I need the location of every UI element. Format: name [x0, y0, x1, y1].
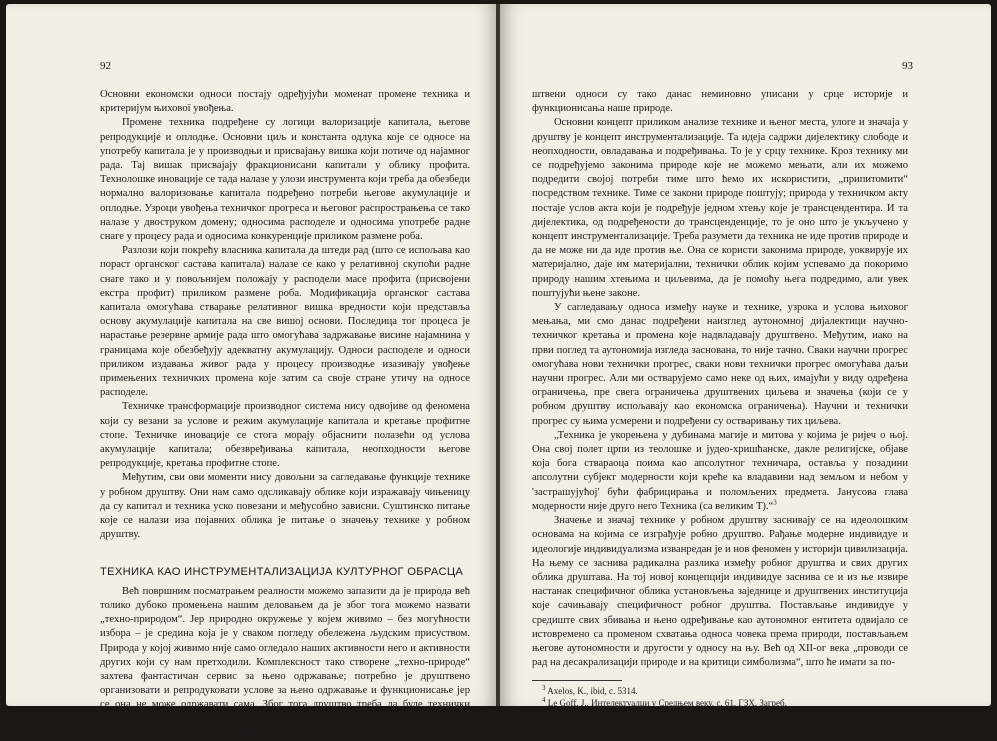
footnote-number: 4: [542, 696, 546, 705]
footnote: [532, 685, 908, 697]
left-page: [6, 4, 498, 739]
right-page-text: [532, 88, 908, 709]
page-number-left: 92: [100, 60, 111, 72]
quote-text: „Техника је укорењена у дубинама магије и митова у којима је ријеч о њој. Она свој полет црпи из теолошке и јудео-хришћанске, дакле религијске, објаве која бога ствараоца поима као апсолутног техничара, остављa у позадини апсолутни субјект модерности који креће ка владавини над земљом и небом у 'застрашујућој' бући фабрицирања и поломљених предмета. Јанусова глава модерности није друго него Техника (са великим Т).“: [532, 429, 908, 512]
footnote: [532, 697, 908, 709]
paragraph: Разлози који покрећу власника капитала да штеди рад (што се испољава као пораст органског састава капитала) налазе се како у релативној скупоћи радне снаге тако и у повољнијем положају у расподели масе профита (присвојени екстра профит) приликом размене роба. Модификација органског састава капитала омогућава стварање релативног вишка вредности који представља основу акумулације капитала на све вишој основи. Последица тог процеса је нарастање резервне армије рада што омогућава задржавање висине најамнина у границама које обезбеђују адекватну акумулацију. Односи расподеле и односи приликом издавања живог рада у процесу производње изазивају увођење примењених техничких промена које затим са своје стране утичу на односе расподеле.: [100, 245, 470, 399]
paragraph: Техничке трансформације производног система нису одвојиве од феномена који су везани за услове и режим акумулације капитала и кретање профитне стопе. Техничке иновације се стога морају објаснити полазећи од услова акумулације капитала; обезвређивања капитала, неопходности његове репродукције, кретања профитне стопе.: [100, 401, 470, 470]
paragraph: Већ површним посматрањем реалности можемо запазити да је природа већ толико дубоко промењена нашим деловањем да је због тога можемо назвати „техно-природом“. Јер природно окружење у којем живимо – без могућности избора – је средина која је у сваком погледу обележена људским присуством. Природа у којој живимо није само огледало наших активности него и активности других који су нам претходили. Комплексност тако створене „техно-природе“ захтева фантастичан сервис за њено одржавање; потребно је друштвено организовати и репродуковати услове за њено одржавање и функционисање јер се она не може одржавати сама. Због тога друштво треба да буде технички структурирано да би непрекидно одржавало функционисање природе која је технички структурирана. Друштво и дру-: [100, 585, 470, 739]
book-spread: [6, 4, 991, 739]
paragraph: Промене техника подређене су логици валоризације капитала, његове репродукције и оплодње. Основни циљ и константа одлука које се односе на употребу капитала је у производњи и присвајању вишка који потиче од најамног рада. Тај вишак присвајају фракционисани капитали у облику профита. Технолошке иновације се тада налазе у улози инструмента који треба да обезбеди нормално валоризовање капитала подређено потреби његове акумулације и оплодње. Узроци увођења техничког прогреса и његовог распрострањења се тако налазе у двоструком домену; односима расподеле и односима употребе радне снаге у процесу рада и односима конкуренције приликом размене роба.: [100, 117, 470, 243]
paragraph: Међутим, сви ови моменти нису довољни за сагледавање функције технике у робном друштву. Они нам само одсликавају облике који изражавају чињеницу да су капитал и техника уско повезани и међусобно зависни. Суштинско питање које се налази иза појавних облика је питање о значењу технике у робном друштву.: [100, 472, 470, 541]
footnote-rule: [532, 680, 622, 681]
footnote-marker-3: 3: [773, 498, 777, 507]
paragraph: Значење и значај технике у робном друштву заснивају се на идеолошким основама на којима се изграђује робно друштво. Рађање модерне индивидуе и идеологије индивидуализма изванредан је и нов феномен у историји цивилизација. На њему се заснива радикална разлика између робног друштва и свих других облика друштава. На тој новој концепцији индивидуе заснива се и из ње извире настанак специфичног облика установљења заједнице и друштвених институција које сачињавају специфичност робног друштва. Постављање индивидуе у средиште свих збивања и њено одређивање као аутономног ентитета одвијало се истовремено са променом схватања односа човека према природи, постављањем његове аутономности и другости у односу на њу. Већ од XII-ог века „проводи се рад на десакрализацији природе и на критици симболизма“, што ће имати за по-: [532, 515, 908, 669]
paragraph: штвени односи су тако данас неминовно уписани у срце историје и функционисања наше природе.: [532, 89, 908, 115]
quote-paragraph: [532, 429, 908, 514]
paragraph: Основни концепт приликом анализе технике и њеног места, улоге и значаја у друштву је концепт инструментализације. Та идеја садржи дијелектику слободе и неопходности, овладавања и подређивања. То је у срцу технике. Кроз технику ми се подређујемо законима природе које не можемо мењати, али их можемо подредити својој потреби тиме што ћемо их искористити, „припитомити“ посредством технике. Тиме се закони природе поштују; природа у техничком акту постаје услов акта који је подређује једном хтењу које је трансцендентира. И та дијелектика, од подређености до трансценденције, то је оно што је укључено у концепт инструментализације. Треба разумети да техника не иде против природе и да не може ни да иде против ње. Она се користи законима природе, уоквирује их материјално, даје им материјални, технички облик којим успевамо да покоримо природу нашим хтењима и циљевима, да је помоћу њега подредимо, али увек поштујући њене законе.: [532, 117, 908, 299]
footnote-number: 3: [542, 684, 546, 693]
footnote-text: Le Goff, J., Интелектуалци у Средњем веку, с. 61, ГЗХ, Загреб.: [547, 698, 787, 709]
paragraph: У сагледавању односа између науке и технике, узрока и услова њиховог мењања, ми смо данас подређени наизглед аутономној дијалектици научно-техничког кретања и промена које надвладавају друштвено. Међутим, иако на први поглед та аутономија изгледа заснована, то није тачно. Сваки научни прогрес омогућава нови технички прогрес, сваки нови технички прогрес омогућава даљи научни прогрес. Али ми остварујемо само неке од њих, имајући у виду одређена ограничења, пре свега ограничења друштвених циљева и значења (који се у робном друштву испољавају као економска ограничења). Научни и технички прогрес су њима усмерени и подређени су остваривању тих циљева.: [532, 302, 908, 427]
page-number-right: 93: [902, 60, 913, 72]
left-page-text: [100, 88, 470, 741]
paragraph: Основни економски односи постају одређујући моменат промене техника и критеријум њихової увођења.: [100, 89, 470, 115]
right-page: [500, 4, 991, 709]
section-heading: ТЕХНИКА КАО ИНСТРУМЕНТАЛИЗАЦИЈА КУЛТУРНОГ ОБРАСЦА: [100, 565, 464, 578]
footnote-text: Axelos, K., ibid, с. 5314.: [547, 686, 638, 697]
